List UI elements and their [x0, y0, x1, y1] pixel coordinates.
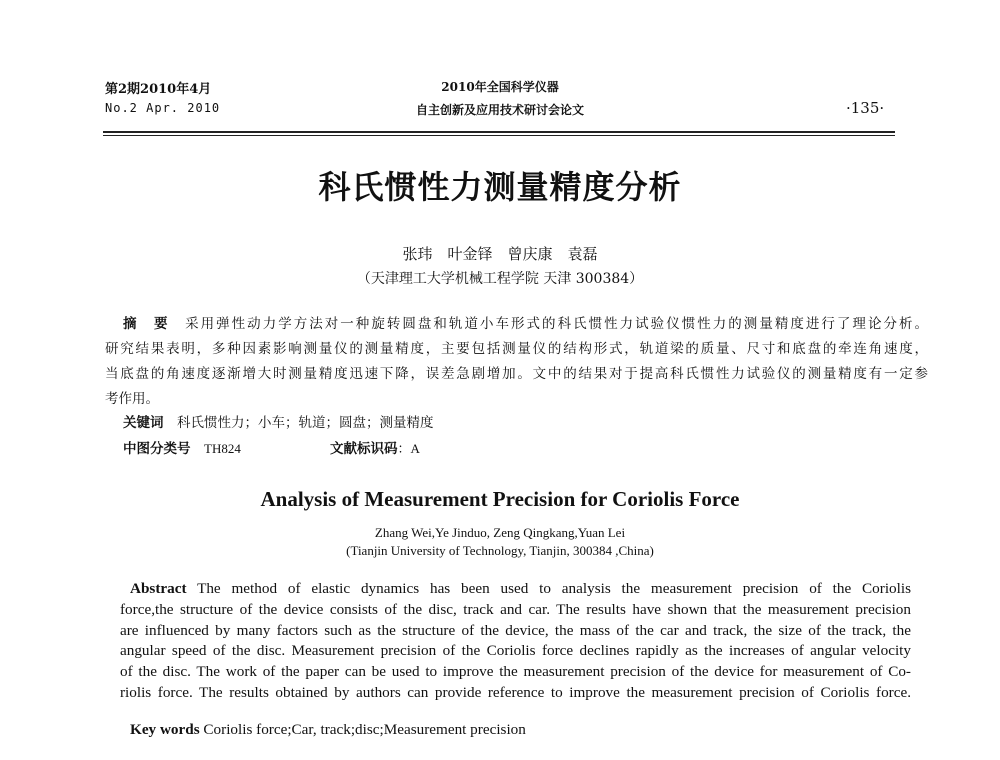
en-abstract-line: angular speed of the disc. Measurement precision of the Coriolis force declines rapidly as the increases of angular velocity	[120, 642, 911, 659]
page-number: ·135·	[846, 99, 885, 117]
en-title: Analysis of Measurement Precision for Coriolis Force	[260, 487, 740, 511]
en-abstract-line: riolis force. The results obtained by authors can provide reference to improve the measurement precision of Coriolis force.	[120, 684, 911, 701]
cn-abstract-line: 当底盘的角速度逐渐增大时测量精度迅速下降，误差急剧增加。文中的结果对于提高科氏惯性力试验仪的测量精度有一定参	[105, 366, 928, 382]
en-keywords: Key words Coriolis force;Car, track;disc;Measurement precision	[130, 721, 526, 738]
en-abstract-line: Abstract The method of elastic dynamics has been used to analysis the measurement precision of the Coriolis	[130, 580, 911, 597]
header-rule-top	[103, 131, 895, 133]
cn-abstract-label: 摘 要	[123, 316, 170, 332]
en-abstract-label: Abstract	[130, 580, 187, 597]
cn-abstract-line: 研究结果表明，多种因素影响测量仪的测量精度，主要包括测量仪的结构形式，轨道梁的质量、尺寸和底盘的牵连角速度，	[105, 341, 928, 357]
en-abstract-line: are influenced by many factors such as the structure of the device, the mass of the car and track, the size of the track, the	[120, 622, 911, 639]
cn-title: 科氏惯性力测量精度分析	[318, 168, 682, 206]
en-authors: Zhang Wei,Ye Jinduo, Zeng Qingkang,Yuan Lei	[374, 525, 626, 540]
cn-classification: 中图分类号 TH824	[123, 441, 241, 457]
conference-line-2: 自主创新及应用技术研讨会论文	[415, 103, 584, 117]
en-affiliation: (Tianjin University of Technology, Tianjin, 300384 ,China)	[346, 543, 654, 558]
conference-line-1: 2010年全国科学仪器	[441, 80, 559, 94]
header-rule-bottom	[103, 135, 895, 136]
cn-affiliation: （天津理工大学机械工程学院 天津 300384）	[356, 271, 644, 287]
issue-en: No.2 Apr. 2010	[105, 101, 221, 115]
cn-abstract-line: 考作用。	[105, 391, 159, 407]
en-abstract-line: force,the structure of the device consists of the disc, track and car. The results have shown that the measurement precision	[120, 601, 911, 618]
cn-doc-code: 文献标识码：A	[330, 441, 420, 457]
en-abstract-line: of the disc. The work of the paper can be used to improve the measurement precision of the device for measurement of Co-	[120, 663, 911, 680]
cn-abstract-line: 摘 要 采用弹性动力学方法对一种旋转圆盘和轨道小车形式的科氏惯性力试验仪惯性力的测量精度进行了理论分析。	[123, 316, 929, 332]
cn-keywords: 关键词 科氏惯性力；小车；轨道；圆盘；测量精度	[123, 415, 434, 431]
cn-authors: 张玮 叶金铎 曾庆康 袁磊	[402, 245, 598, 263]
issue-cn: 第2期2010年4月	[105, 82, 212, 97]
